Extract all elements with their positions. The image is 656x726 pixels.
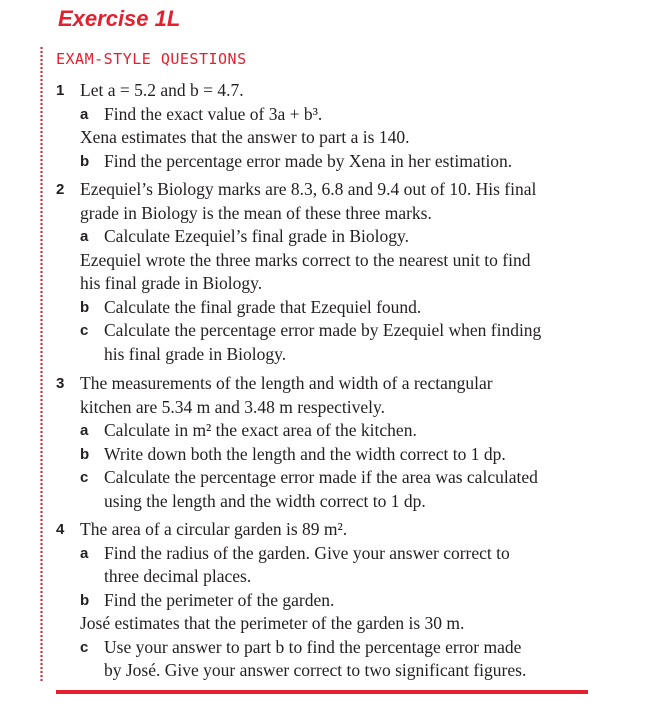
- question-stem: kitchen are 5.34 m and 3.48 m respectively.: [80, 396, 386, 417]
- part-text: Calculate Ezequiel’s final grade in Biology.: [104, 226, 410, 246]
- question-4: [56, 518, 596, 683]
- part-text: three decimal places.: [104, 566, 252, 586]
- part-text: Calculate the final grade that Ezequiel found.: [104, 296, 422, 317]
- part-text: using the length and the width correct to 1 dp.: [104, 490, 426, 511]
- part-text: Find the exact value of 3a + b³.: [104, 103, 323, 124]
- part-label: c: [80, 638, 89, 656]
- part-label: c: [80, 469, 89, 486]
- part-text: by José. Give your answer correct to two significant figures.: [104, 660, 527, 680]
- part-text: Find the radius of the garden. Give your answer correct to: [104, 542, 510, 563]
- part-text: Find the percentage error made by Xena in her estimation.: [104, 150, 513, 171]
- question-text: his final grade in Biology.: [80, 273, 263, 293]
- question-stem: The measurements of the length and width of a rectangular: [80, 373, 493, 393]
- question-number: 2: [56, 181, 65, 198]
- question-stem: Let a = 5.2 and b = 4.7.: [80, 80, 244, 100]
- part-text: Use your answer to part b to find the percentage error made: [104, 636, 522, 657]
- part-label: b: [80, 298, 90, 316]
- part-text: his final grade in Biology.: [104, 343, 287, 364]
- part-text: Find the perimeter of the garden.: [104, 589, 335, 610]
- question-text: Ezequiel wrote the three marks correct to the nearest unit to find: [80, 249, 531, 270]
- dotted-margin-rule: [40, 46, 43, 681]
- question-1: [56, 79, 596, 173]
- question-stem: The area of a circular garden is 89 m².: [80, 519, 348, 539]
- question-2: [56, 178, 596, 366]
- part-label: b: [80, 591, 90, 609]
- question-number: 4: [56, 521, 65, 538]
- part-text: Calculate the percentage error made if the area was calculated: [104, 467, 538, 487]
- part-label: a: [80, 422, 89, 439]
- question-number: 3: [56, 375, 65, 392]
- question-stem: Ezequiel’s Biology marks are 8.3, 6.8 and 9.4 out of 10. His final: [80, 179, 537, 199]
- section-label: EXAM-STYLE QUESTIONS: [56, 50, 247, 68]
- question-number: 1: [56, 82, 65, 99]
- part-label: b: [80, 152, 90, 170]
- part-label: a: [80, 105, 89, 123]
- question-3: [56, 372, 596, 513]
- question-text: José estimates that the perimeter of the garden is 30 m.: [80, 613, 465, 633]
- part-text: Calculate in m² the exact area of the kitchen.: [104, 420, 417, 440]
- part-label: b: [80, 445, 90, 463]
- exercise-title: Exercise 1L: [58, 6, 181, 31]
- part-label: a: [80, 544, 89, 562]
- part-text: Write down both the length and the width correct to 1 dp.: [104, 443, 506, 464]
- question-stem: grade in Biology is the mean of these three marks.: [80, 202, 432, 223]
- part-label: c: [80, 322, 89, 339]
- part-text: Calculate the percentage error made by Ezequiel when finding: [104, 320, 542, 340]
- part-label: a: [80, 228, 89, 245]
- question-text: Xena estimates that the answer to part a is 140.: [80, 127, 410, 147]
- bottom-rule: [56, 690, 588, 694]
